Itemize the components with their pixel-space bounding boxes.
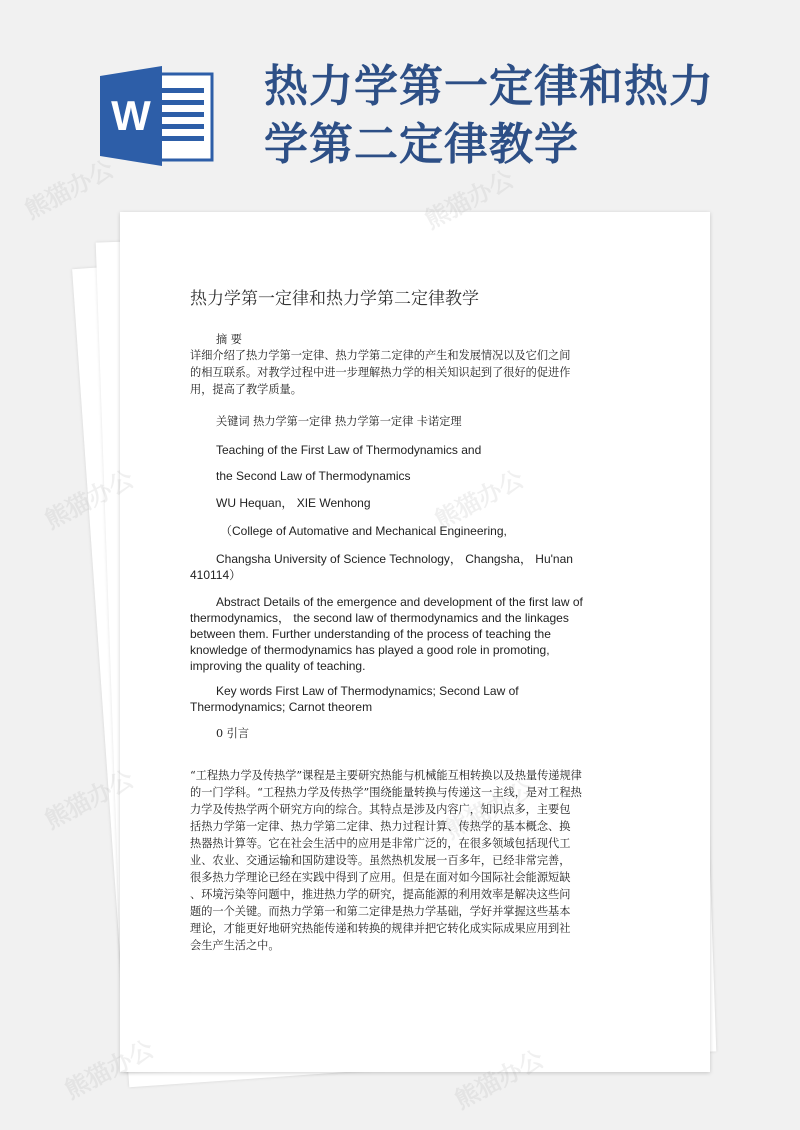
svg-text:W: W: [111, 92, 151, 139]
abstract-label: 摘 要: [216, 333, 242, 346]
abstract-en-line-4: knowledge of thermodynamics has played a good role in promoting,: [190, 643, 550, 657]
abstract-line-3: 用，提高了教学质量。: [190, 383, 302, 396]
authors: WU Hequan， XIE Wenhong: [216, 496, 371, 510]
watermark: 熊猫办公: [420, 164, 519, 235]
abstract-en-line-2: thermodynamics， the second law of thermodynamics and the linkages: [190, 611, 569, 625]
affiliation-line-2: Changsha University of Science Technology， Changsha， Hu'nan: [216, 552, 573, 566]
body-line-3: 力学及传热学两个研究方向的综合。其特点是涉及内容广，知识点多，主要包: [190, 803, 571, 816]
watermark: 熊猫办公: [20, 154, 119, 225]
body-line-8: 、环境污染等问题中，推进热力学的研究，提高能源的利用效率是解决这些问: [190, 888, 571, 901]
abstract-line-2: 的相互联系。对教学过程中进一步理解热力学的相关知识起到了很好的促进作: [190, 366, 571, 379]
english-title-line-2: the Second Law of Thermodynamics: [216, 469, 411, 483]
document-title: 热力学第一定律和热力学第二定律教学: [190, 289, 479, 309]
watermark: 熊猫办公: [60, 1034, 159, 1105]
banner-title-line-2: 学第二定律教学: [264, 119, 579, 170]
word-doc-icon: [100, 66, 216, 166]
affiliation-line-1: （College of Automative and Mechanical Engineering,: [220, 524, 507, 538]
abstract-en-line-5: improving the quality of teaching.: [190, 659, 366, 673]
body-line-5: 热器热计算等。它在社会生活中的应用是非常广泛的，在很多领域包括现代工: [190, 837, 571, 850]
watermark: 熊猫办公: [40, 764, 139, 835]
body-line-11: 会生产生活之中。: [190, 939, 280, 952]
affiliation-postcode: 410114）: [190, 568, 242, 582]
keywords-en-line-1: Key words First Law of Thermodynamics; Second Law of: [216, 684, 519, 698]
watermark: 熊猫办公: [450, 1044, 549, 1115]
body-line-2: 的一门学科。“工程热力学及传热学”围绕能量转换与传递这一主线，是对工程热: [190, 786, 582, 799]
abstract-line-1: 详细介绍了热力学第一定律、热力学第二定律的产生和发展情况以及它们之间: [190, 349, 571, 362]
body-line-4: 括热力学第一定律、热力学第二定律、热力过程计算、传热学的基本概念、换: [190, 820, 571, 833]
abstract-en-line-1: Abstract Details of the emergence and development of the first law of: [216, 595, 583, 609]
body-line-9: 题的一个关键。而热力学第一和第二定律是热力学基础，学好并掌握这些基本: [190, 905, 571, 918]
body-line-1: “工程热力学及传热学”课程是主要研究热能与机械能互相转换以及热量传递规律: [190, 769, 582, 782]
banner-title: [264, 58, 784, 174]
section-heading: 0 引言: [216, 727, 250, 740]
body-line-6: 业、农业、交通运输和国防建设等。虽然热机发展一百多年，已经非常完善，: [190, 854, 571, 867]
banner-title-line-1: 热力学第一定律和热力: [264, 61, 714, 112]
keywords-en-line-2: Thermodynamics; Carnot theorem: [190, 700, 373, 714]
abstract-en-line-3: between them. Further understanding of the process of teaching the: [190, 627, 551, 641]
keywords-zh: 关键词 热力学第一定律 热力学第一定律 卡诺定理: [216, 415, 462, 428]
english-title-line-1: Teaching of the First Law of Thermodynamics and: [216, 443, 482, 457]
body-line-7: 很多热力学理论已经在实践中得到了应用。但是在面对如今国际社会能源短缺: [190, 871, 571, 884]
document-page: [120, 212, 710, 1072]
body-line-10: 理论，才能更好地研究热能传递和转换的规律并把它转化成实际成果应用到社: [190, 922, 571, 935]
